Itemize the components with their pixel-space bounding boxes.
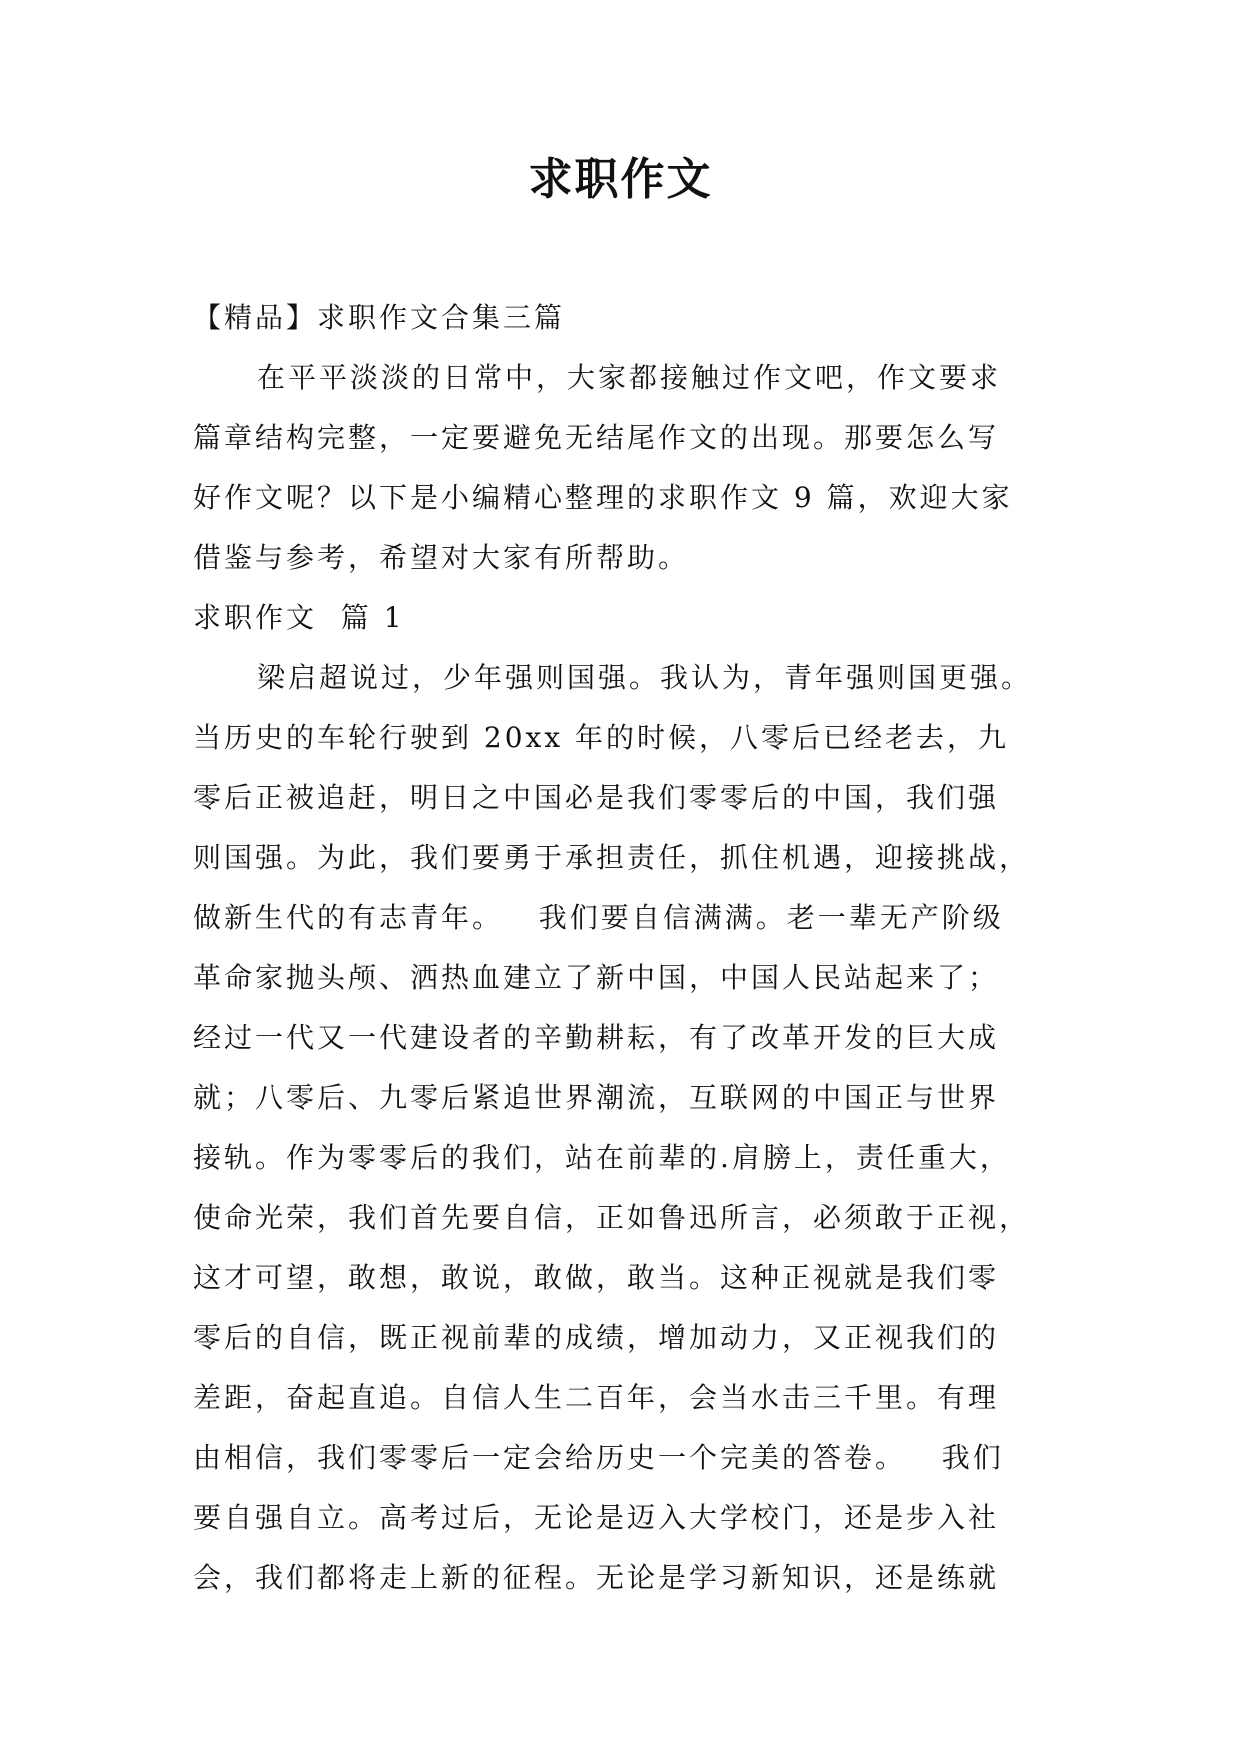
document-title: 求职作文 bbox=[528, 154, 713, 205]
paragraph-line: 零后的自信，既正视前辈的成绩，增加动力，又正视我们的 bbox=[193, 1321, 1000, 1354]
paragraph-line: 使命光荣，我们首先要自信，正如鲁迅所言，必须敢于正视， bbox=[193, 1201, 1031, 1234]
paragraph-line: 当历史的车轮行驶到 20xx 年的时候，八零后已经老去，九 bbox=[193, 721, 1010, 754]
paragraph-line: 好作文呢？以下是小编精心整理的求职作文 9 篇，欢迎大家 bbox=[193, 481, 1013, 514]
paragraph-line: 要自强自立。高考过后，无论是迈入大学校门，还是步入社 bbox=[193, 1501, 1000, 1534]
document-body bbox=[193, 288, 1073, 1608]
paragraph-line: 接轨。作为零零后的我们，站在前辈的.肩膀上，责任重大， bbox=[193, 1141, 1011, 1174]
paragraph-line: 由相信，我们零零后一定会给历史一个完美的答卷。 我们 bbox=[193, 1441, 1004, 1474]
paragraph-line: 会，我们都将走上新的征程。无论是学习新知识，还是练就 bbox=[193, 1561, 1000, 1594]
paragraph-line: 篇章结构完整，一定要避免无结尾作文的出现。那要怎么写 bbox=[193, 421, 1000, 454]
paragraph-line: 革命家抛头颅、洒热血建立了新中国，中国人民站起来了； bbox=[193, 961, 1000, 994]
paragraph-line: 这才可望，敢想，敢说，敢做，敢当。这种正视就是我们零 bbox=[193, 1261, 1000, 1294]
paragraph-line: 差距，奋起直追。自信人生二百年，会当水击三千里。有理 bbox=[193, 1381, 1000, 1414]
paragraph-line: 就；八零后、九零后紧追世界潮流，互联网的中国正与世界 bbox=[193, 1081, 1000, 1114]
paragraph-line: 梁启超说过，少年强则国强。我认为，青年强则国更强。 bbox=[257, 661, 1033, 694]
section-heading: 求职作文 篇 1 bbox=[193, 601, 405, 634]
paragraph-line: 零后正被追赶，明日之中国必是我们零零后的中国，我们强 bbox=[193, 781, 1000, 814]
paragraph-line: 则国强。为此，我们要勇于承担责任，抓住机遇，迎接挑战， bbox=[193, 841, 1031, 874]
paragraph-line: 在平平淡淡的日常中，大家都接触过作文吧，作文要求 bbox=[257, 361, 1002, 394]
paragraph-line: 经过一代又一代建设者的辛勤耕耘，有了改革开发的巨大成 bbox=[193, 1021, 1000, 1054]
subtitle-line: 【精品】求职作文合集三篇 bbox=[193, 301, 566, 334]
paragraph-line: 做新生代的有志青年。 我们要自信满满。老一辈无产阶级 bbox=[193, 901, 1004, 934]
paragraph-line: 借鉴与参考，希望对大家有所帮助。 bbox=[193, 541, 690, 574]
